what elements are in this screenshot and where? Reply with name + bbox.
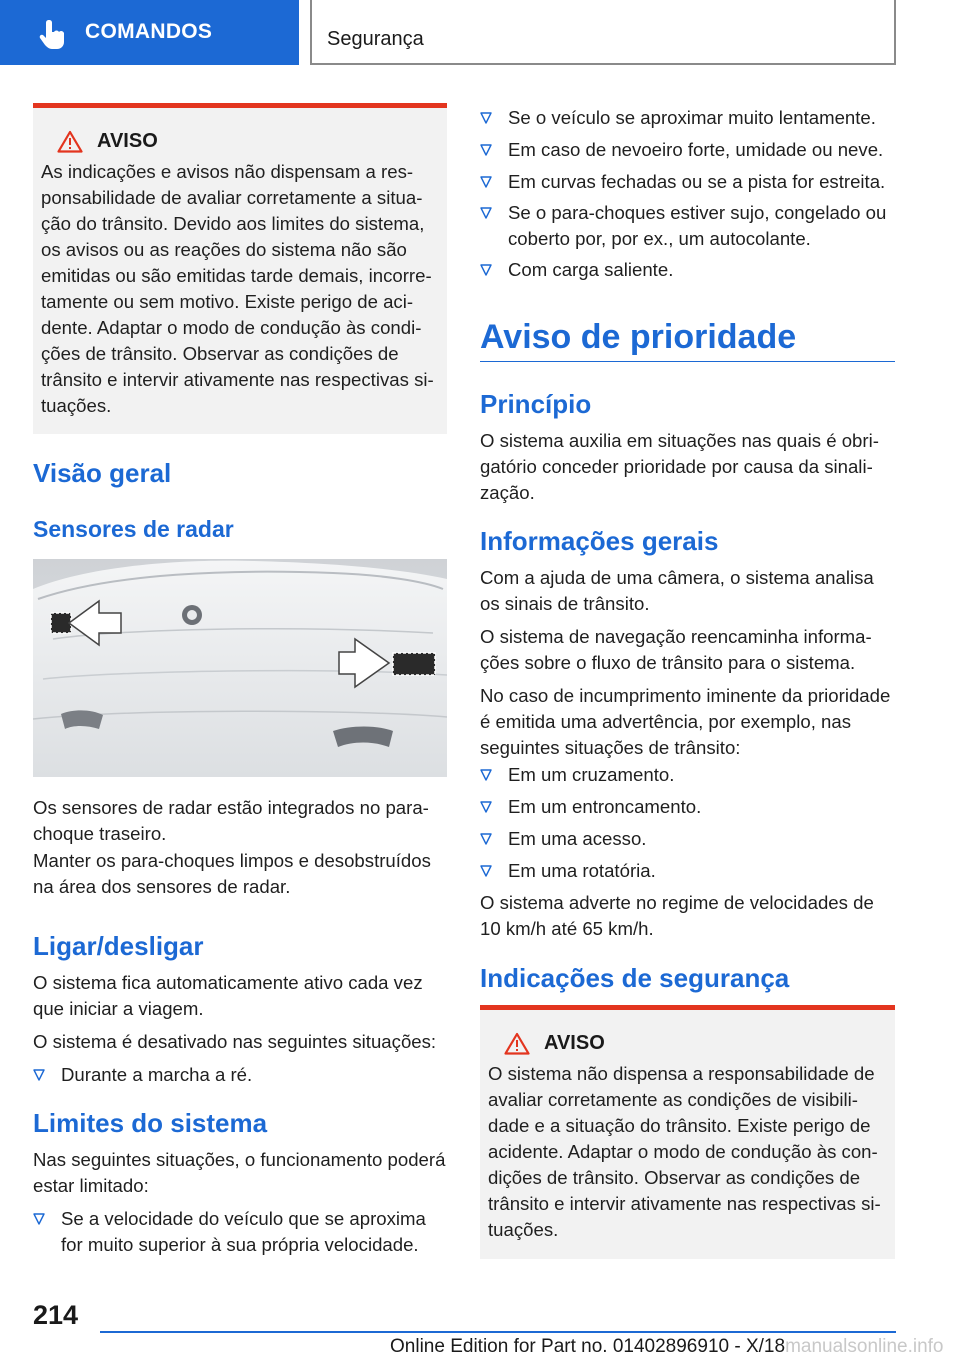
radar-paragraph-2: Manter os para-choques limpos e desobstruídos na área dos sensores de radar. — [33, 850, 431, 897]
triangle-bullet-icon — [480, 144, 492, 156]
watermark-text: manualsonline.info — [785, 1336, 944, 1357]
list-item: Em uma rotatória. — [480, 858, 895, 884]
triangle-bullet-icon — [480, 801, 492, 813]
limits-paragraph: Nas seguintes situações, o funcionamento poderá estar limitado: — [33, 1149, 446, 1196]
warning-text: As indicações e avisos não dispensam a responsabilidade de avaliar corretamente a situação do trânsito. Devido aos limites do sistema, os avisos ou as reações do sistema não são emitidas ou são emitidas tarde demais, incorretamente ou sem motivo. Existe perigo de acidente. Adaptar o modo de condução às condições de trânsito. Observar as condições de trânsito e intervir ativamente nas respectivas situações. — [41, 161, 434, 416]
list-item: Em uma acesso. — [480, 826, 895, 852]
safety-heading: Indicações de segurança — [480, 963, 790, 993]
footer-rule — [100, 1331, 896, 1333]
list-item: Se a velocidade do veículo que se aproxima for muito superior à sua própria velocidade. — [33, 1206, 447, 1258]
section-tab — [0, 0, 299, 65]
list-item: Se o veículo se aproximar muito lentamente. — [480, 105, 895, 131]
list-item: Em curvas fechadas ou se a pista for estreita. — [480, 169, 895, 195]
warning-triangle-icon — [57, 130, 83, 153]
warning-title: AVISO — [97, 130, 158, 152]
triangle-bullet-icon — [480, 264, 492, 276]
radar-paragraph-1: Os sensores de radar estão integrados no para-choque traseiro. — [33, 797, 429, 844]
triangle-bullet-icon — [33, 1213, 45, 1225]
list-item: Com carga saliente. — [480, 257, 895, 283]
warning-text: O sistema não dispensa a responsabilidade de avaliar corretamente as condições de visibilidade e a situação do trânsito. Existe perigo de acidente. Adaptar o modo de condução às condições de trânsito. Observar as condições de trânsito e intervir ativamente nas respectivas situações. — [488, 1063, 881, 1240]
warning-box-1 — [33, 103, 447, 434]
radar-heading: Sensores de radar — [33, 516, 234, 542]
onoff-paragraph-1: O sistema fica automaticamente ativo cada vez que iniciar a viagem. — [33, 972, 423, 1019]
car-rear-illustration — [33, 559, 447, 777]
footer-edition — [390, 1336, 944, 1358]
triangle-bullet-icon — [480, 176, 492, 188]
warning-triangle-icon — [504, 1032, 530, 1055]
principle-heading: Princípio — [480, 389, 592, 419]
triangle-bullet-icon — [480, 112, 492, 124]
limits-heading: Limites do sistema — [33, 1108, 268, 1138]
triangle-bullet-icon — [480, 865, 492, 877]
chapter-label: Segurança — [327, 28, 424, 50]
list-item: Em caso de nevoeiro forte, umidade ou neve. — [480, 137, 895, 163]
general-heading: Informações gerais — [480, 526, 719, 556]
hand-pointer-icon — [38, 18, 68, 50]
general-paragraph-2: O sistema de navegação reencaminha informações sobre o fluxo de trânsito para o sistema. — [480, 626, 872, 673]
rear-bumper-figure — [33, 559, 447, 777]
general-paragraph-4: O sistema adverte no regime de velocidades de 10 km/h até 65 km/h. — [480, 892, 874, 939]
onoff-paragraph-2: O sistema é desativado nas seguintes situações: — [33, 1031, 437, 1052]
onoff-heading: Ligar/desligar — [33, 931, 204, 961]
overview-heading: Visão geral — [33, 458, 172, 488]
triangle-bullet-icon — [33, 1069, 45, 1081]
list-item: Em um cruzamento. — [480, 762, 895, 788]
edition-text: Online Edition for Part no. 01402896910 - X/18 — [390, 1336, 786, 1357]
list-item: Durante a marcha a ré. — [33, 1062, 447, 1088]
priority-heading: Aviso de prioridade — [480, 318, 797, 356]
page-number: 214 — [33, 1300, 79, 1330]
list-item: Em um entroncamento. — [480, 794, 895, 820]
triangle-bullet-icon — [480, 207, 492, 219]
general-paragraph-3: No caso de incumprimento iminente da prioridade é emitida uma advertência, por exemplo, nas seguintes situações de trânsito: — [480, 685, 891, 758]
general-paragraph-1: Com a ajuda de uma câmera, o sistema analisa os sinais de trânsito. — [480, 567, 874, 614]
warning-title: AVISO — [544, 1032, 605, 1054]
warning-box-2 — [480, 1005, 895, 1259]
principle-paragraph: O sistema auxilia em situações nas quais é obrigatório conceder prioridade por causa da sinalização. — [480, 430, 879, 503]
heading-rule — [480, 361, 895, 362]
list-item: Se o para-choques estiver sujo, congelado ou coberto por, por ex., um autocolante. — [480, 200, 895, 252]
triangle-bullet-icon — [480, 769, 492, 781]
triangle-bullet-icon — [480, 833, 492, 845]
section-label: COMANDOS — [85, 20, 213, 43]
chapter-tab — [310, 0, 896, 65]
